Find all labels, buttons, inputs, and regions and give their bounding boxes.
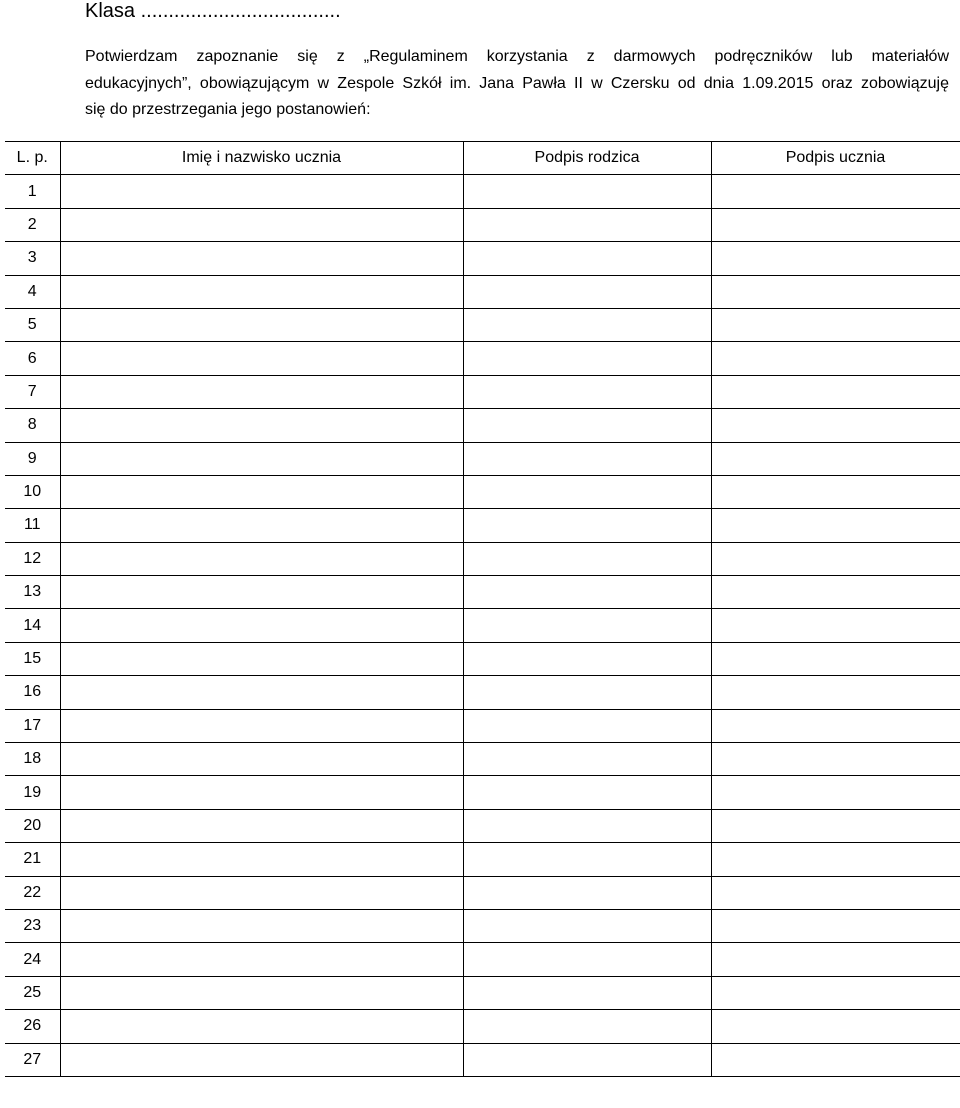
parent-signature-cell[interactable] — [463, 409, 711, 442]
row-number: 23 — [5, 909, 60, 942]
student-signature-cell[interactable] — [711, 709, 960, 742]
student-signature-cell[interactable] — [711, 1010, 960, 1043]
student-name-cell[interactable] — [60, 1043, 463, 1076]
student-name-cell[interactable] — [60, 709, 463, 742]
student-name-cell[interactable] — [60, 442, 463, 475]
student-signature-cell[interactable] — [711, 442, 960, 475]
student-signature-cell[interactable] — [711, 1043, 960, 1076]
student-name-cell[interactable] — [60, 175, 463, 208]
table-row — [5, 609, 960, 642]
parent-signature-cell[interactable] — [463, 175, 711, 208]
parent-signature-cell[interactable] — [463, 909, 711, 942]
table-row — [5, 475, 960, 508]
confirmation-line-1: Potwierdzam zapoznanie się z „Regulaminem korzystania z darmowych podręczników lub materiałów — [85, 48, 949, 65]
header-lp: L. p. — [5, 142, 60, 175]
row-number: 22 — [5, 876, 60, 909]
student-signature-cell[interactable] — [711, 242, 960, 275]
parent-signature-cell[interactable] — [463, 475, 711, 508]
table-row — [5, 409, 960, 442]
parent-signature-cell[interactable] — [463, 1010, 711, 1043]
parent-signature-cell[interactable] — [463, 743, 711, 776]
student-signature-cell[interactable] — [711, 609, 960, 642]
table-row — [5, 876, 960, 909]
student-name-cell[interactable] — [60, 375, 463, 408]
table-body — [5, 175, 960, 1077]
row-number: 11 — [5, 509, 60, 542]
parent-signature-cell[interactable] — [463, 843, 711, 876]
student-name-cell[interactable] — [60, 542, 463, 575]
student-signature-cell[interactable] — [711, 776, 960, 809]
row-number: 27 — [5, 1043, 60, 1076]
table-row — [5, 1043, 960, 1076]
table-row — [5, 776, 960, 809]
row-number: 25 — [5, 976, 60, 1009]
parent-signature-cell[interactable] — [463, 976, 711, 1009]
table-row — [5, 509, 960, 542]
student-signature-cell[interactable] — [711, 576, 960, 609]
student-name-cell[interactable] — [60, 342, 463, 375]
header-parent-signature: Podpis rodzica — [463, 142, 711, 175]
parent-signature-cell[interactable] — [463, 1043, 711, 1076]
header-student-signature: Podpis ucznia — [711, 142, 960, 175]
parent-signature-cell[interactable] — [463, 542, 711, 575]
student-signature-cell[interactable] — [711, 208, 960, 241]
parent-signature-cell[interactable] — [463, 442, 711, 475]
student-signature-cell[interactable] — [711, 308, 960, 341]
table-row — [5, 809, 960, 842]
row-number: 13 — [5, 576, 60, 609]
row-number: 6 — [5, 342, 60, 375]
table-header-row — [5, 142, 960, 175]
parent-signature-cell[interactable] — [463, 342, 711, 375]
confirmation-line-2: edukacyjnych”, obowiązującym w Zespole Szkół im. Jana Pawła II w Czersku od dnia 1.09.2015 oraz zobowiązuję — [85, 74, 949, 92]
confirmation-text — [85, 44, 949, 124]
parent-signature-cell[interactable] — [463, 876, 711, 909]
parent-signature-cell[interactable] — [463, 308, 711, 341]
student-name-cell[interactable] — [60, 1010, 463, 1043]
header-student-name: Imię i nazwisko ucznia — [60, 142, 463, 175]
parent-signature-cell[interactable] — [463, 809, 711, 842]
signature-table — [5, 141, 960, 1077]
parent-signature-cell[interactable] — [463, 642, 711, 675]
row-number: 14 — [5, 609, 60, 642]
student-name-cell[interactable] — [60, 275, 463, 308]
student-name-cell[interactable] — [60, 576, 463, 609]
table-row — [5, 308, 960, 341]
student-name-cell[interactable] — [60, 743, 463, 776]
student-name-cell[interactable] — [60, 409, 463, 442]
row-number: 18 — [5, 743, 60, 776]
row-number: 3 — [5, 242, 60, 275]
student-name-cell[interactable] — [60, 843, 463, 876]
student-name-cell[interactable] — [60, 943, 463, 976]
row-number: 16 — [5, 676, 60, 709]
class-label: Klasa .................................... — [85, 0, 341, 22]
row-number: 5 — [5, 308, 60, 341]
row-number: 2 — [5, 208, 60, 241]
student-signature-cell[interactable] — [711, 409, 960, 442]
student-signature-cell[interactable] — [711, 509, 960, 542]
parent-signature-cell[interactable] — [463, 275, 711, 308]
student-name-cell[interactable] — [60, 609, 463, 642]
student-name-cell[interactable] — [60, 509, 463, 542]
student-signature-cell[interactable] — [711, 876, 960, 909]
parent-signature-cell[interactable] — [463, 709, 711, 742]
student-signature-cell[interactable] — [711, 676, 960, 709]
parent-signature-cell[interactable] — [463, 776, 711, 809]
student-name-cell[interactable] — [60, 308, 463, 341]
table-row — [5, 676, 960, 709]
row-number: 24 — [5, 943, 60, 976]
table-row — [5, 542, 960, 575]
parent-signature-cell[interactable] — [463, 208, 711, 241]
parent-signature-cell[interactable] — [463, 943, 711, 976]
row-number: 7 — [5, 375, 60, 408]
row-number: 15 — [5, 642, 60, 675]
student-name-cell[interactable] — [60, 909, 463, 942]
parent-signature-cell[interactable] — [463, 676, 711, 709]
row-number: 17 — [5, 709, 60, 742]
table-row — [5, 375, 960, 408]
student-signature-cell[interactable] — [711, 342, 960, 375]
row-number: 10 — [5, 475, 60, 508]
table-row — [5, 743, 960, 776]
parent-signature-cell[interactable] — [463, 242, 711, 275]
student-name-cell[interactable] — [60, 642, 463, 675]
student-name-cell[interactable] — [60, 809, 463, 842]
table-row — [5, 1010, 960, 1043]
row-number: 26 — [5, 1010, 60, 1043]
row-number: 12 — [5, 542, 60, 575]
table-row — [5, 843, 960, 876]
table-row — [5, 208, 960, 241]
student-name-cell[interactable] — [60, 242, 463, 275]
student-name-cell[interactable] — [60, 475, 463, 508]
row-number: 8 — [5, 409, 60, 442]
student-signature-cell[interactable] — [711, 475, 960, 508]
parent-signature-cell[interactable] — [463, 609, 711, 642]
table-row — [5, 909, 960, 942]
student-signature-cell[interactable] — [711, 909, 960, 942]
table-row — [5, 342, 960, 375]
student-name-cell[interactable] — [60, 876, 463, 909]
parent-signature-cell[interactable] — [463, 375, 711, 408]
student-signature-cell[interactable] — [711, 175, 960, 208]
student-signature-cell[interactable] — [711, 843, 960, 876]
table-row — [5, 175, 960, 208]
row-number: 19 — [5, 776, 60, 809]
student-signature-cell[interactable] — [711, 375, 960, 408]
parent-signature-cell[interactable] — [463, 509, 711, 542]
table-row — [5, 275, 960, 308]
parent-signature-cell[interactable] — [463, 576, 711, 609]
confirmation-line-3: się do przestrzegania jego postanowień: — [85, 101, 371, 118]
row-number: 21 — [5, 843, 60, 876]
student-signature-cell[interactable] — [711, 743, 960, 776]
table-row — [5, 576, 960, 609]
student-name-cell[interactable] — [60, 776, 463, 809]
table-row — [5, 709, 960, 742]
student-signature-cell[interactable] — [711, 642, 960, 675]
table-row — [5, 642, 960, 675]
row-number: 4 — [5, 275, 60, 308]
table-row — [5, 242, 960, 275]
student-name-cell[interactable] — [60, 676, 463, 709]
student-name-cell[interactable] — [60, 976, 463, 1009]
table-row — [5, 976, 960, 1009]
student-name-cell[interactable] — [60, 208, 463, 241]
student-signature-cell[interactable] — [711, 542, 960, 575]
student-signature-cell[interactable] — [711, 976, 960, 1009]
student-signature-cell[interactable] — [711, 275, 960, 308]
table-row — [5, 442, 960, 475]
student-signature-cell[interactable] — [711, 809, 960, 842]
row-number: 9 — [5, 442, 60, 475]
student-signature-cell[interactable] — [711, 943, 960, 976]
row-number: 20 — [5, 809, 60, 842]
table-row — [5, 943, 960, 976]
row-number: 1 — [5, 175, 60, 208]
